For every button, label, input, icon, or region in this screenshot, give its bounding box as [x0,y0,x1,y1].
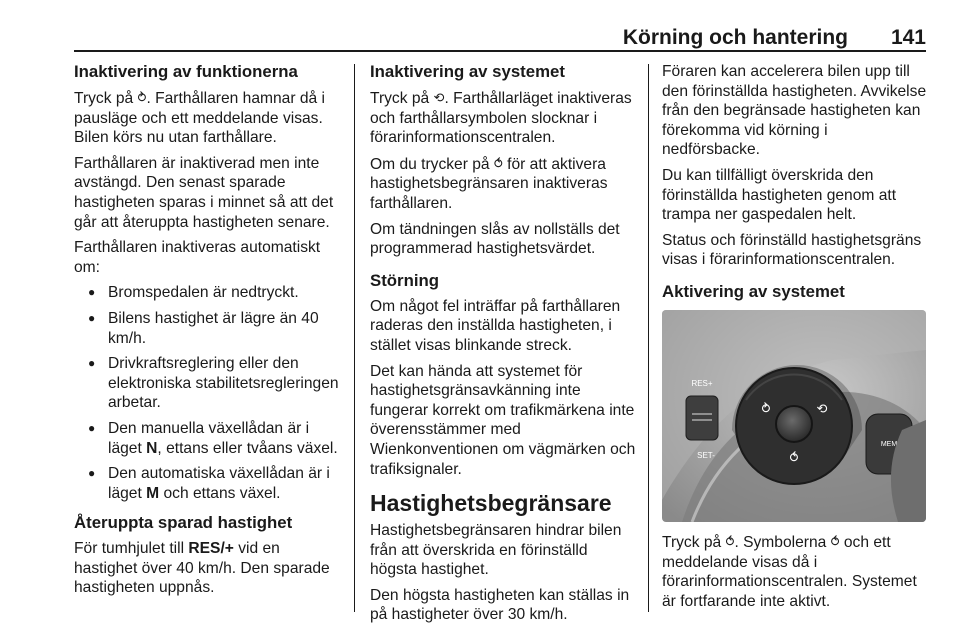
heading-resume-speed: Återuppta sparad hastighet [74,513,293,533]
mem-label: MEM [880,440,898,448]
text: N [146,439,158,457]
text: Den manuella växellådan är i läget [108,419,310,457]
paragraph: Om tändningen slås av nollställs det programmerad hastighetsvärdet. [370,220,620,258]
paragraph [74,539,346,598]
heading-deactivate-system: Inaktivering av systemet [370,62,565,81]
text: , ettans eller tvåans växel. [157,439,338,457]
paragraph: Du kan tillfälligt överskrida den förinställda hastigheten genom att trampa ner gaspedalen helt. [662,166,897,224]
list-item [74,419,346,458]
paragraph: Hastighetsbegränsaren hindrar bilen från att överskrida en förinställd högsta hastighet. [370,522,622,579]
text: . Farthållaren hamnar då i pausläge och ett meddelande visas. Bilen körs nu utan farthållare. [74,90,325,147]
svg-text:⟲: ⟲ [816,401,828,417]
text: och ettans växel. [159,484,281,502]
text: . Symbolerna [734,533,831,551]
paragraph: Den högsta hastigheten kan ställas in på hastigheter över 30 km/h. [370,586,630,624]
text: M [146,484,160,502]
page-number: 141 [890,26,926,49]
set-label: SET- [697,450,715,460]
text: och ett meddelande visas då i förarinformationscentralen. Systemet är fortfarande inte aktivt. [662,533,917,610]
speed-limiter-icon: ⥀ [830,533,840,549]
steering-wheel-illustration [662,310,926,522]
paragraph [74,88,346,148]
paragraph: Om något fel inträffar på farthållaren raderas den inställda hastigheten, i stället visas blinkande streck. [370,297,621,354]
text: RES/+ [188,540,234,558]
speed-limiter-icon: ⥀ [725,533,735,549]
steering-wheel-controls-figure [662,310,926,522]
paragraph: Status och förinställd hastighetsgräns visas i förarinformationscentralen. [662,231,922,269]
svg-text:⥀: ⥀ [789,450,799,466]
column-divider [648,64,649,612]
list-item: ● Bilens hastighet är lägre än 40 km/h. [74,309,346,348]
section-title: Körning och hantering [622,26,848,49]
column-right [662,62,928,617]
heading-fault: Störning [370,270,439,290]
cruise-control-icon: ⥁ [137,90,147,105]
text: Tryck på [74,90,138,107]
heading-deactivate-functions: Inaktivering av funktionerna [74,62,298,81]
paragraph [370,88,636,148]
paragraph [662,532,928,611]
res-label: RES+ [691,378,713,388]
text: Den automatiska växellådan är i läget [108,465,330,502]
text: Tryck på [370,90,434,107]
speed-limiter-icon: ⥀ [493,155,503,171]
condition-list [74,283,346,503]
paragraph [370,154,636,214]
paragraph: Farthållaren är inaktiverad men inte avstängd. Den senast sparade hastigheten sparas i minnet så att det går att återuppta hastigheten senare. [74,154,334,231]
text: . Farthållarläget inaktiveras och farthållarsymbolen slocknar i förarinformationscentralen. [370,90,632,147]
svg-text:⥁: ⥁ [761,401,771,417]
text: Om du trycker på [370,155,494,173]
heading-activate-system: Aktivering av systemet [662,281,845,301]
paragraph: Föraren kan accelerera bilen upp till den förinställda hastigheten. Avvikelse från den begränsade hastigheten kan förekomma vid körning i nedförsbacke. [662,63,927,159]
heading-speed-limiter: Hastighetsbegränsare [370,490,612,517]
header-rule [74,50,926,52]
page-header [74,22,926,52]
list-item: ● Drivkraftsreglering eller den elektroniska stabilitetsregleringen arbetar. [74,354,346,413]
paragraph: Det kan hända att systemet för hastighetsgränsavkänning inte fungerar korrekt om trafikmärkena inte överensstämmer med Wienkonventionen om vägmärken och trafiksignaler. [370,362,636,478]
column-middle [370,62,636,631]
paragraph: Farthållaren inaktiveras automatiskt om: [74,239,321,276]
column-divider [354,64,355,612]
text: vid en hastighet över 40 km/h. Den sparade hastigheten uppnås. [74,540,330,597]
text: för att aktivera hastighetsbegränsaren inaktiveras farthållaren. [370,155,608,212]
column-left [74,62,346,604]
list-item [74,464,346,503]
cruise-off-icon: ⟲ [433,90,445,105]
text: Tryck på [662,533,726,551]
text: För tumhjulet till [74,540,189,558]
list-item: ● Bromspedalen är nedtryckt. [74,283,346,303]
